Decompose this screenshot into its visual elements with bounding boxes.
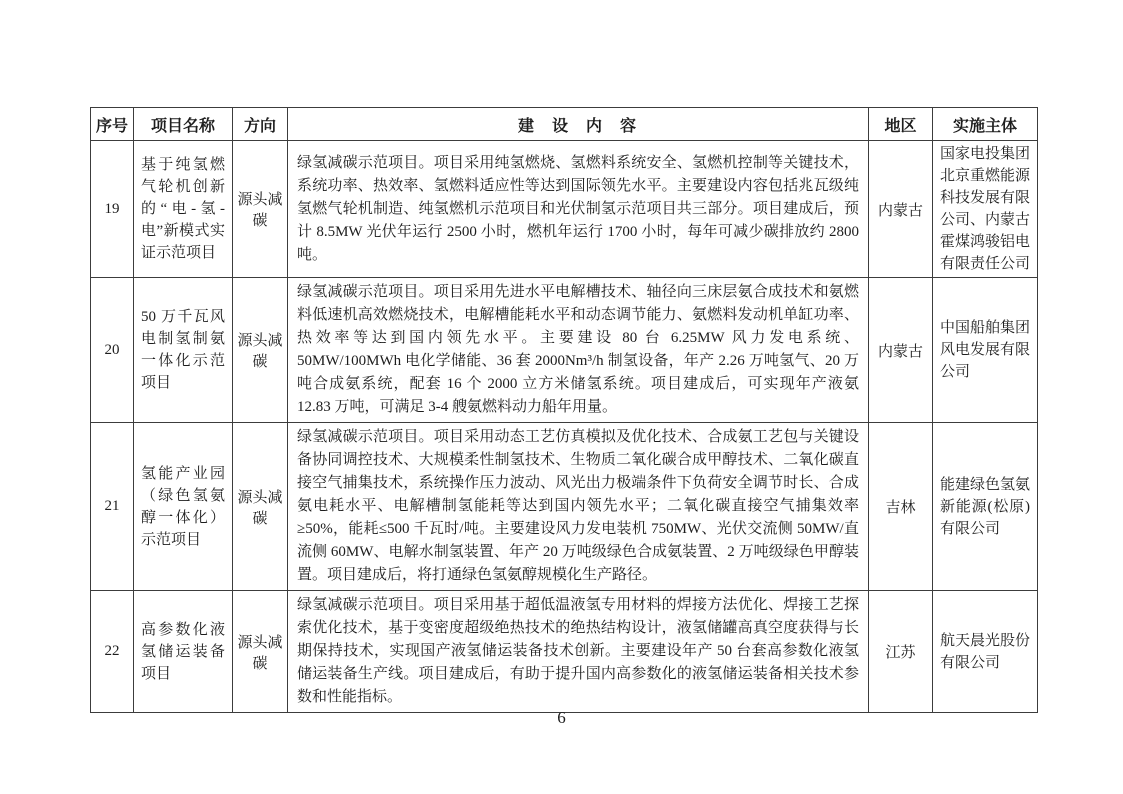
cell-seq: 20 (91, 278, 134, 423)
cell-region: 吉林 (869, 423, 933, 591)
header-seq: 序号 (91, 108, 134, 141)
cell-direction: 源头减碳 (233, 591, 288, 713)
table-row (91, 423, 1038, 591)
cell-project-name: 高参数化液氢储运装备项目 (134, 591, 233, 713)
table-row (91, 278, 1038, 423)
cell-construction-content: 绿氢减碳示范项目。项目采用先进水平电解槽技术、轴径向三床层氨合成技术和氨燃料低速机高效燃烧技术，电解槽能耗水平和动态调节能力、氨燃料发动机单缸功率、热效率等达到国内领先水平。主要建设 80 台 6.25MW 风力发电系统、50MW/100MWh 电化学储能、36 套 2000Nm³/h 制氢设备，年产 2.26 万吨氢气、20 万吨合成氨系统，配套 16 个 2000 立方米储氢系统。项目建成后，可实现年产液氨 12.83 万吨，可满足 3-4 艘氨燃料动力船年用量。 (288, 278, 869, 423)
cell-entity: 中国船舶集团风电发展有限公司 (933, 278, 1038, 423)
cell-project-name: 基于纯氢燃气轮机创新的“电-氢-电”新模式实证示范项目 (134, 141, 233, 278)
cell-construction-content: 绿氢减碳示范项目。项目采用基于超低温液氢专用材料的焊接方法优化、焊接工艺探索优化技术，基于变密度超级绝热技术的绝热结构设计，液氢储罐高真空度获得与长期保持技术，实现国产液氢储运装备技术创新。主要建设年产 50 台套高参数化液氢储运装备生产线。项目建成后，有助于提升国内高参数化的液氢储运装备相关技术参数和性能指标。 (288, 591, 869, 713)
header-project-name: 项目名称 (134, 108, 233, 141)
projects-table (90, 107, 1038, 713)
cell-seq: 21 (91, 423, 134, 591)
cell-project-name: 氢能产业园（绿色氢氨醇一体化）示范项目 (134, 423, 233, 591)
cell-seq: 19 (91, 141, 134, 278)
cell-direction: 源头减碳 (233, 278, 288, 423)
cell-direction: 源头减碳 (233, 423, 288, 591)
cell-construction-content: 绿氢减碳示范项目。项目采用动态工艺仿真模拟及优化技术、合成氨工艺包与关键设备协同调控技术、大规模柔性制氢技术、生物质二氧化碳合成甲醇技术、二氧化碳直接空气捕集技术，系统操作压力波动、风光出力极端条件下负荷安全调节时长、合成氨电耗水平、电解槽制氢能耗等达到国内领先水平；二氧化碳直接空气捕集效率≥50%，能耗≤500 千瓦时/吨。主要建设风力发电装机 750MW、光伏交流侧 50MW/直流侧 60MW、电解水制氢装置、年产 20 万吨级绿色合成氨装置、2 万吨级绿色甲醇装置。项目建成后，将打通绿色氢氨醇规模化生产路径。 (288, 423, 869, 591)
cell-project-name: 50 万千瓦风电制氢制氨一体化示范项目 (134, 278, 233, 423)
header-direction: 方向 (233, 108, 288, 141)
cell-region: 内蒙古 (869, 278, 933, 423)
header-region: 地区 (869, 108, 933, 141)
table-header-row (91, 108, 1038, 141)
cell-direction: 源头减碳 (233, 141, 288, 278)
cell-region: 内蒙古 (869, 141, 933, 278)
table-row (91, 141, 1038, 278)
page-number: 6 (557, 708, 566, 727)
cell-entity: 航天晨光股份有限公司 (933, 591, 1038, 713)
cell-construction-content: 绿氢减碳示范项目。项目采用纯氢燃烧、氢燃料系统安全、氢燃机控制等关键技术，系统功率、热效率、氢燃料适应性等达到国际领先水平。主要建设内容包括兆瓦级纯氢燃气轮机制造、纯氢燃机示范项目和光伏制氢示范项目共三部分。项目建成后，预计 8.5MW 光伏年运行 2500 小时，燃机年运行 1700 小时，每年可减少碳排放约 2800 吨。 (288, 141, 869, 278)
cell-region: 江苏 (869, 591, 933, 713)
header-entity: 实施主体 (933, 108, 1038, 141)
header-construction-content: 建 设 内 容 (288, 108, 869, 141)
cell-entity: 能建绿色氢氨新能源(松原)有限公司 (933, 423, 1038, 591)
cell-entity: 国家电投集团北京重燃能源科技发展有限公司、内蒙古霍煤鸿骏铝电有限责任公司 (933, 141, 1038, 278)
table-row (91, 591, 1038, 713)
cell-seq: 22 (91, 591, 134, 713)
